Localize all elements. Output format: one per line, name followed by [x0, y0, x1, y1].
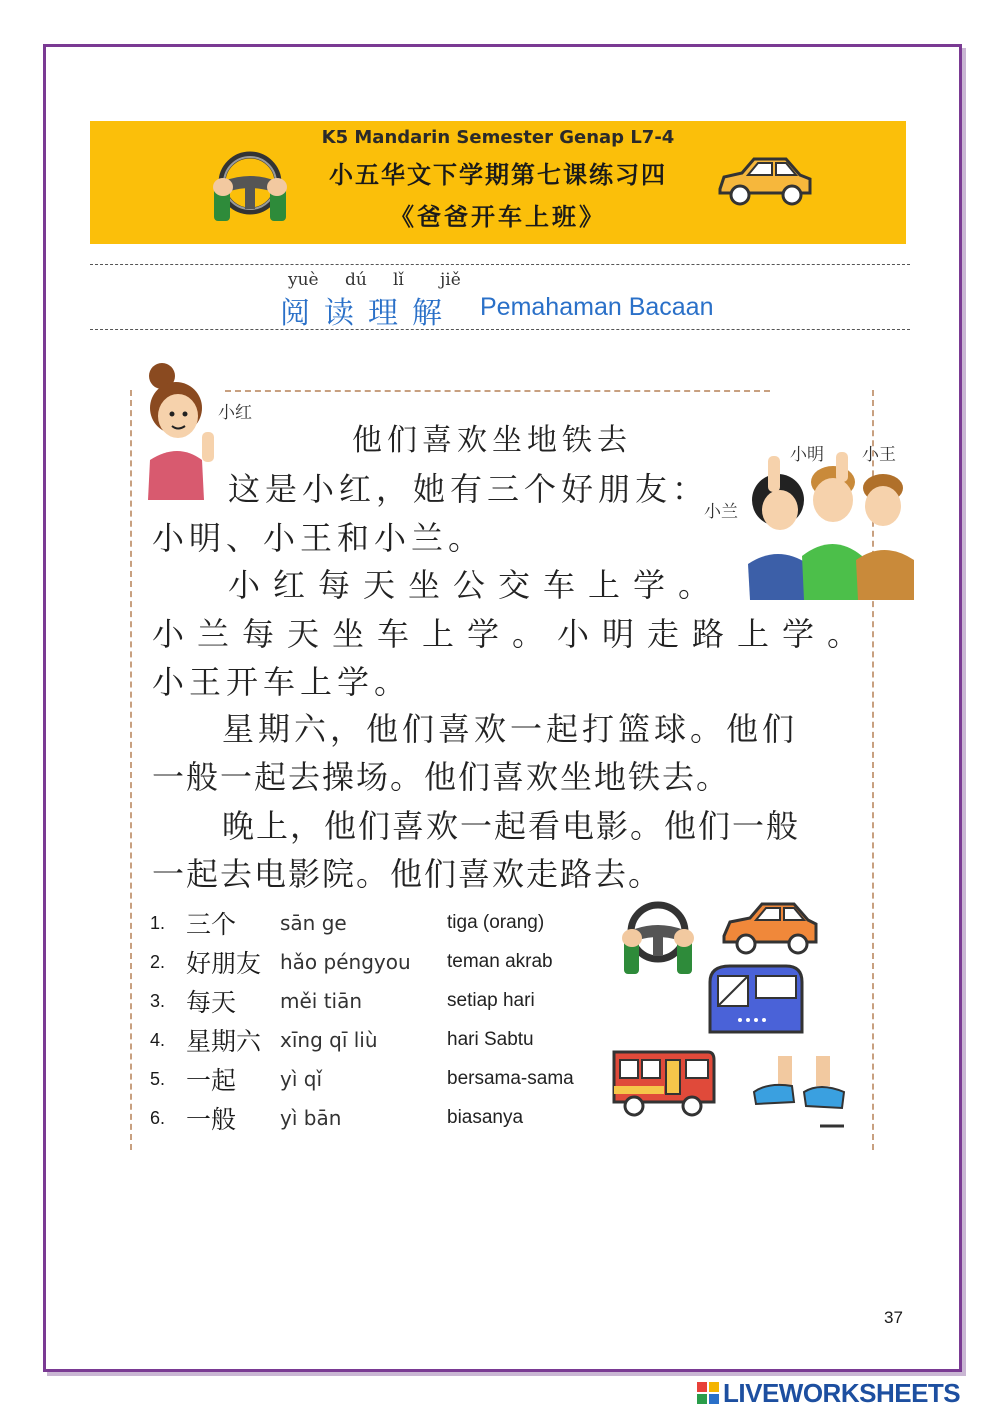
vocab-number: 2. — [150, 952, 166, 972]
vocab-malay: biasanya — [447, 1107, 524, 1128]
vocab-chinese: 每天 — [186, 988, 237, 1017]
vocab-row — [150, 1061, 590, 1100]
pinyin-li: lǐ — [393, 270, 404, 290]
page-number: 37 — [884, 1308, 903, 1327]
vocab-pinyin: yì qǐ — [280, 1067, 323, 1091]
train-icon — [706, 962, 806, 1036]
label-xiaohong: 小红 — [218, 403, 252, 423]
vocab-row — [150, 944, 590, 983]
footer-brand: LIVEWORKSHEETS — [723, 1378, 961, 1408]
vocab-chinese: 好朋友 — [186, 949, 262, 978]
vocab-number: 5. — [150, 1069, 166, 1089]
vocab-malay: setiap hari — [447, 990, 535, 1011]
divider-top — [90, 264, 910, 265]
vocab-pinyin: yì bān — [280, 1106, 342, 1130]
bus-icon — [610, 1046, 716, 1118]
steering-wheel-icon — [618, 898, 698, 978]
section-title-chinese: 阅读理解 — [280, 296, 456, 331]
title-banner — [90, 121, 906, 244]
course-code: K5 Mandarin Semester Genap L7-4 — [321, 127, 675, 148]
vocab-malay: bersama-sama — [447, 1068, 574, 1089]
vocab-row — [150, 983, 590, 1022]
vocab-malay: hari Sabtu — [447, 1029, 534, 1050]
vocab-pinyin: hǎo péngyou — [280, 950, 411, 974]
pinyin-du: dú — [345, 270, 367, 290]
pinyin-yue: yuè — [288, 270, 319, 290]
vocab-number: 3. — [150, 991, 166, 1011]
label-xiaolan: 小兰 — [704, 502, 738, 522]
liveworksheets-logo — [697, 1378, 960, 1409]
story-line-7: 一般一起去操场。他们喜欢坐地铁去。 — [152, 758, 731, 796]
vocab-number: 6. — [150, 1108, 166, 1128]
reading-box-top-border — [225, 390, 770, 392]
story-line-4: 小兰每天坐车上学。小明走路上学。 — [152, 615, 873, 653]
vocab-pinyin: měi tiān — [280, 989, 363, 1013]
steering-wheel-icon — [210, 149, 290, 225]
story-line-9: 一起去电影院。他们喜欢走路去。 — [152, 855, 663, 893]
vocab-chinese: 一起 — [186, 1066, 237, 1095]
vocab-pinyin: xīng qī liù — [280, 1028, 378, 1052]
vocab-pinyin: sān ge — [280, 911, 347, 935]
friends-illustration — [738, 452, 918, 600]
story-line-2: 小明、小王和小兰。 — [152, 519, 486, 557]
section-title-malay: Pemahaman Bacaan — [480, 293, 714, 321]
car-icon — [718, 898, 822, 958]
lesson-title: 小五华文下学期第七课练习四 — [329, 160, 667, 189]
story-line-6: 星期六，他们喜欢一起打篮球。他们 — [222, 710, 799, 748]
vocab-row — [150, 1022, 590, 1061]
vocab-chinese: 星期六 — [186, 1027, 262, 1056]
pinyin-jie: jiě — [440, 270, 461, 290]
car-icon — [714, 153, 814, 209]
vocab-row — [150, 1100, 590, 1139]
story-title-text: 他们喜欢坐地铁去 — [352, 423, 632, 458]
vocab-chinese: 一般 — [186, 1105, 237, 1134]
story-line-8: 晚上，他们喜欢一起看电影。他们一般 — [222, 807, 801, 845]
girl-illustration — [140, 360, 222, 500]
story-line-3: 小红每天坐公交车上学。 — [228, 566, 724, 604]
vocab-number: 4. — [150, 1030, 166, 1050]
vocab-number: 1. — [150, 913, 166, 933]
story-line-5: 小王开车上学。 — [152, 663, 412, 701]
vocab-malay: teman akrab — [447, 951, 553, 972]
vocab-chinese: 三个 — [186, 910, 237, 939]
story-line-1: 这是小红，她有三个好朋友： — [228, 470, 710, 508]
label-xiaoming: 小明 — [790, 445, 824, 465]
label-xiaowang: 小王 — [862, 445, 896, 465]
vocab-row — [150, 905, 590, 944]
story-title: 《爸爸开车上班》 — [390, 202, 606, 231]
vocab-malay: tiga (orang) — [447, 912, 545, 933]
walking-feet-icon — [748, 1052, 852, 1134]
liveworksheets-icon — [697, 1380, 719, 1402]
divider-bottom — [90, 329, 910, 330]
